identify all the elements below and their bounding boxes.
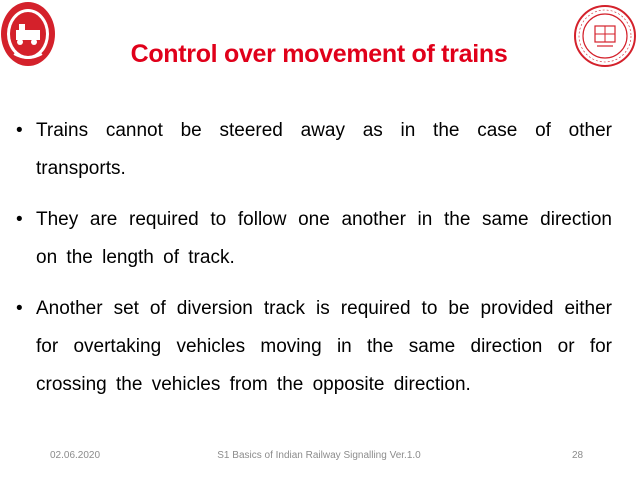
- bullet-dot: •: [16, 298, 23, 319]
- bullet-text: They are required to follow one another in the same direction on the length of track.: [36, 209, 612, 268]
- bullet-text: Another set of diversion track is required to be provided either for overtaking vehicles moving in the same direction or for crossing the vehicles from the opposite direction.: [36, 298, 612, 395]
- slide-title: Control over movement of trains: [130, 40, 508, 68]
- bullet-dot: •: [16, 209, 23, 230]
- bullet-dot: •: [16, 120, 23, 141]
- bullet-list: [16, 112, 612, 417]
- footer-course-title: S1 Basics of Indian Railway Signalling Ver.1.0: [217, 450, 421, 461]
- bullet-item: [16, 290, 612, 404]
- footer-page-number: 28: [572, 450, 584, 461]
- bullet-item: [16, 112, 612, 188]
- bullet-item: [16, 201, 612, 277]
- footer-date: 02.06.2020: [50, 450, 101, 461]
- bullet-text: Trains cannot be steered away as in the case of other transports.: [36, 120, 612, 179]
